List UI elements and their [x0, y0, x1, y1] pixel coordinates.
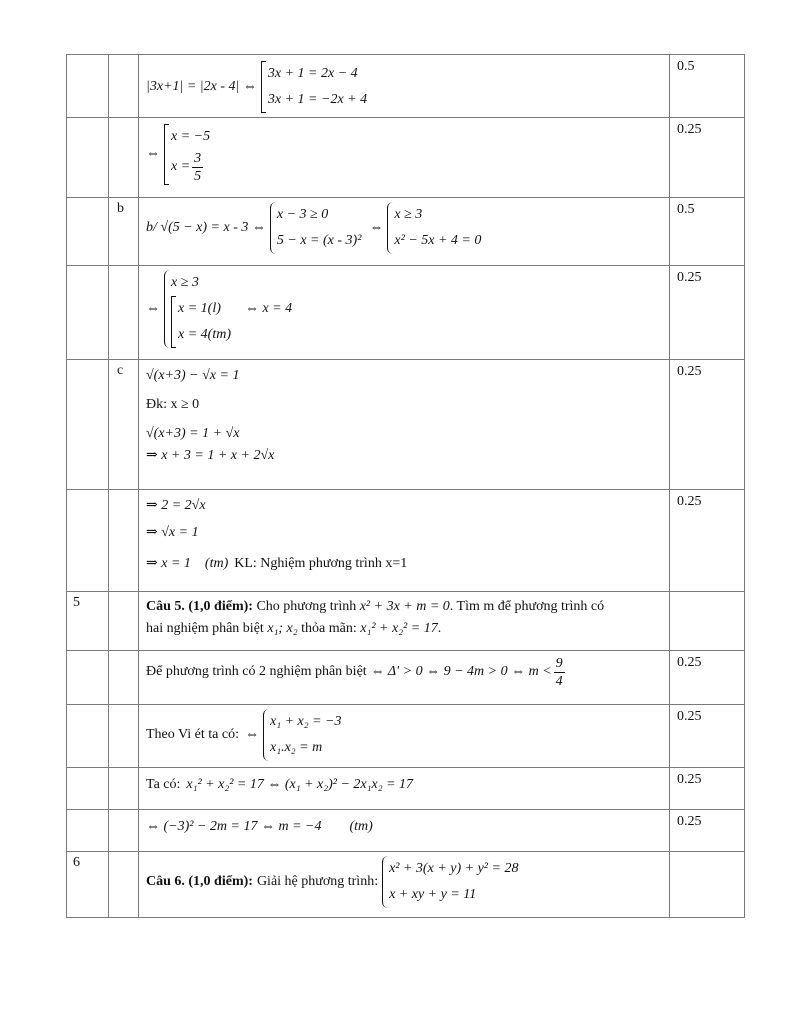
table-row: [67, 55, 745, 118]
equation-text: |3x+1| = |2x - 4| ⇔: [146, 78, 257, 94]
system-brace: x ≥ 3 x = 1(l) x = 4(tm): [164, 270, 231, 348]
fraction: $\frac{9}{4}$: [555, 656, 563, 689]
table-row: Theo Vi ét ta có: ⇔ x₁ + x₂ = −3 x₁.x₂ = m 0.25: [67, 705, 745, 768]
sub-part-cell: [109, 55, 139, 118]
fraction: $\frac{3}{5}$: [194, 151, 202, 184]
score-cell: 0.5: [670, 55, 745, 118]
table-row: 5 Câu 5. (1,0 điểm): Cho phương trình x² + 3x + m = 0. Tìm m để phương trình có hai nghiệm phân biệt x₁; x₂ thỏa mãn: x₁² + x₂² = 17.: [67, 592, 745, 651]
solution-cell: b/ √(5 − x) = x - 3 ⇔ x − 3 ≥ 0 5 − x = (x - 3)² ⇔ x ≥ 3 x² − 5x + 4 = 0: [139, 198, 670, 266]
solution-cell: Ta có: x₁² + x₂² = 17 ⇔ (x₁ + x₂)² − 2x₁x₂ = 17: [139, 768, 670, 810]
system-brace: x ≥ 3 x² − 5x + 4 = 0: [387, 202, 481, 254]
solution-cell: ⇔ (−3)² − 2m = 17 ⇔ m = −4 (tm): [139, 810, 670, 852]
table-row: Để phương trình có 2 nghiệm phân biệt ⇔ Δ' > 0 ⇔ 9 − 4m > 0 ⇔ m < $\frac{9}{4}$ 0.25: [67, 651, 745, 705]
table-row: ⇒ 2 = 2√x ⇒ √x = 1 ⇒ x = 1 (tm) KL: Nghiệm phương trình x=1 0.25: [67, 490, 745, 592]
table-row: b b/ √(5 − x) = x - 3 ⇔ x − 3 ≥ 0 5 − x = (x - 3)² ⇔ x ≥ 3 x² − 5x + 4 = 0 0.5: [67, 198, 745, 266]
table-row: 6 Câu 6. (1,0 điểm): Giải hệ phương trình: x² + 3(x + y) + y² = 28 x + xy + y = 11: [67, 852, 745, 918]
or-bracket: x = −5 x = $\frac{3}{5}$: [164, 124, 210, 185]
table-row: ⇔ x ≥ 3 x = 1(l) x = 4(tm) ⇔ x = 4 0.25: [67, 266, 745, 360]
system-brace: x − 3 ≥ 0 5 − x = (x - 3)²: [270, 202, 362, 254]
solution-cell: ⇔ x = −5 x = $\frac{3}{5}$: [139, 118, 670, 198]
or-bracket: 3x + 1 = 2x − 4 3x + 1 = −2x + 4: [261, 61, 367, 113]
question-cell: Câu 5. (1,0 điểm): Cho phương trình x² + 3x + m = 0. Tìm m để phương trình có hai nghiệm phân biệt x₁; x₂ thỏa mãn: x₁² + x₂² = 17.: [139, 592, 670, 651]
question-title: Câu 5. (1,0 điểm):: [146, 599, 253, 614]
table-row: c √(x+3) − √x = 1 Đk: x ≥ 0 √(x+3) = 1 + √x ⇒ x + 3 = 1 + x + 2√x 0.25: [67, 360, 745, 490]
question-number-cell: [67, 55, 109, 118]
solution-cell: ⇔ x ≥ 3 x = 1(l) x = 4(tm) ⇔ x = 4: [139, 266, 670, 360]
solution-cell: √(x+3) − √x = 1 Đk: x ≥ 0 √(x+3) = 1 + √x ⇒ x + 3 = 1 + x + 2√x: [139, 360, 670, 490]
solution-cell: Theo Vi ét ta có: ⇔ x₁ + x₂ = −3 x₁.x₂ = m: [139, 705, 670, 768]
solution-cell: Để phương trình có 2 nghiệm phân biệt ⇔ Δ' > 0 ⇔ 9 − 4m > 0 ⇔ m < $\frac{9}{4}$: [139, 651, 670, 705]
or-bracket: x = 1(l) x = 4(tm): [171, 296, 231, 348]
table-row: Ta có: x₁² + x₂² = 17 ⇔ (x₁ + x₂)² − 2x₁x₂ = 17 0.25: [67, 768, 745, 810]
answer-table: [66, 54, 745, 918]
question-cell: Câu 6. (1,0 điểm): Giải hệ phương trình: x² + 3(x + y) + y² = 28 x + xy + y = 11: [139, 852, 670, 918]
table-row: ⇔ (−3)² − 2m = 17 ⇔ m = −4 (tm) 0.25: [67, 810, 745, 852]
question-title: Câu 6. (1,0 điểm):: [146, 873, 253, 889]
solution-cell: ⇒ 2 = 2√x ⇒ √x = 1 ⇒ x = 1 (tm) KL: Nghiệm phương trình x=1: [139, 490, 670, 592]
solution-cell: [139, 55, 670, 118]
system-brace: x² + 3(x + y) + y² = 28 x + xy + y = 11: [382, 856, 518, 908]
system-brace: x₁ + x₂ = −3 x₁.x₂ = m: [263, 709, 342, 761]
table-row: ⇔ x = −5 x = $\frac{3}{5}$ 0.25: [67, 118, 745, 198]
